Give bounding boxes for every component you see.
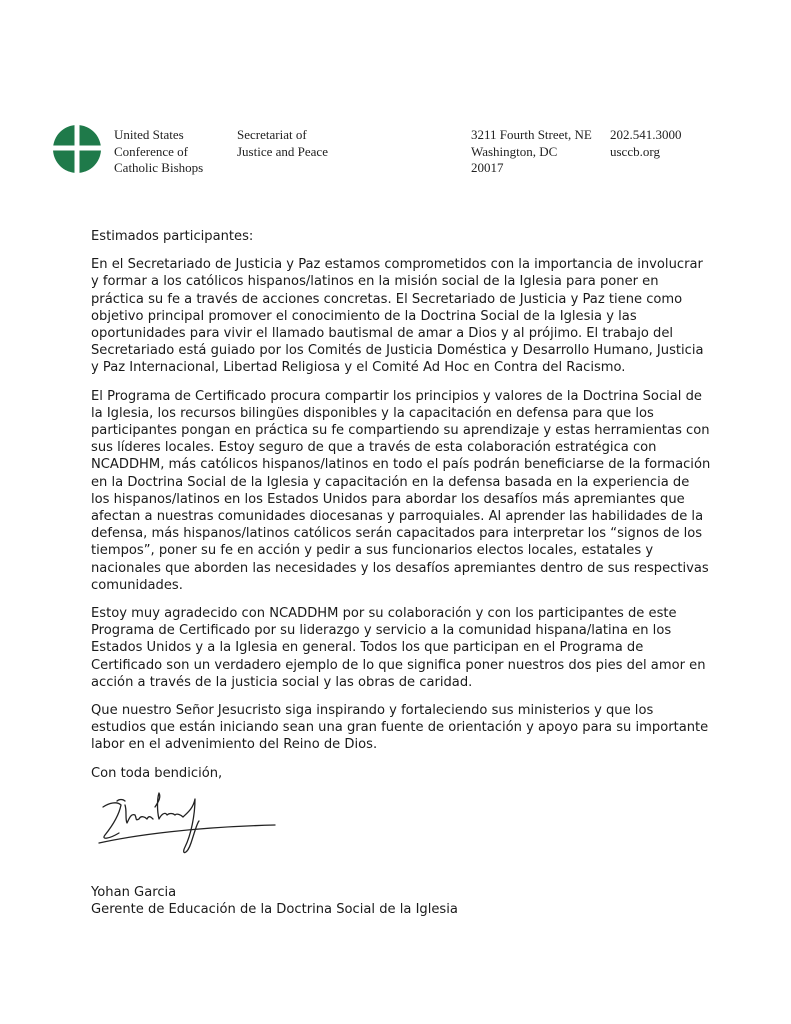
address-line: 3211 Fourth Street, NE [471, 127, 592, 142]
paragraph: En el Secretariado de Justicia y Paz estamos comprometidos con la importancia de involucrar y formar a los católicos hispanos/latinos en la misión social de la Iglesia para poner en práctica su fe a través de acciones concretas. El Secretariado de Justicia y Paz tiene como objetivo principal promover el conocimiento de la Doctrina Social de la Iglesia y las oportunidades para vivir el llamado bautismal de amar a Dios y al prójimo. El trabajo del Secretariado está guiado por los Comités de Justicia Doméstica y Desarrollo Humano, Justicia y Paz Internacional, Libertad Religiosa y el Comité Ad Hoc en Contra del Racismo. [91, 257, 704, 376]
signer-name: Yohan Garcia [91, 885, 177, 900]
organization-line: United States [114, 127, 184, 142]
website: usccb.org [610, 143, 660, 159]
organization-line: Catholic Bishops [114, 160, 204, 175]
signer-title: Gerente de Educación de la Doctrina Social de la Iglesia [91, 902, 458, 918]
usccb-logo-icon [53, 125, 101, 173]
department-line: Justice and Peace [237, 143, 328, 159]
letter-body [91, 228, 711, 793]
greeting: Estimados participantes: [91, 229, 254, 244]
contact-info [610, 127, 682, 160]
closing: Con toda bendición, [91, 765, 223, 781]
phone-number: 202.541.3000 [610, 127, 682, 142]
organization-name [114, 127, 203, 177]
paragraph: El Programa de Certificado procura compartir los principios y valores de la Doctrina Social de la Iglesia, los recursos bilingües disponibles y la capacitación en defensa para que los participantes pongan en práctica su fe compartiendo su aprendizaje y estas herramientas con sus líderes locales. Estoy seguro de que a través de esta colaboración estratégica con NCADDHM, más católicos hispanos/latinos en todo el país podrán beneficiarse de la formación en la Doctrina Social de la Iglesia y capacitación en la defensa basada en la experiencia de los hispanos/latinos en los Estados Unidos para abordar los desafíos más apremiantes que afectan a nuestras comunidades diocesanas y parroquiales. Al aprender las habilidades de la defensa, más hispanos/latinos católicos serán capacitados para interpretar los “signos de los tiempos”, poner su fe en acción y pedir a sus funcionarios electos locales, estatales y nacionales que aborden las necesidades y los desafíos apremiantes dentro de sus respectivas comunidades. [91, 388, 711, 593]
postal-address [471, 127, 592, 177]
department-line: Secretariat of [237, 127, 307, 142]
department-name [237, 127, 328, 160]
address-line: 20017 [471, 160, 504, 175]
paragraph: Estoy muy agradecido con NCADDHM por su colaboración y con los participantes de este Programa de Certificado por su liderazgo y servicio a la comunidad hispana/latina en los Estados Unidos y a la Iglesia en general. Todos los que participan en el Programa de Certificado son un verdadero ejemplo de lo que significa poner nuestros dos pies del amor en acción a través de la justicia social y las obras de caridad. [91, 606, 706, 690]
signer-block [91, 884, 458, 918]
signature-icon [95, 785, 285, 865]
paragraph: Que nuestro Señor Jesucristo siga inspirando y fortaleciendo sus ministerios y que los estudios que están iniciando sean una gran fuente de orientación y apoyo para su importante labor en el advenimiento del Reino de Dios. [91, 703, 709, 753]
organization-line: Conference of [114, 143, 188, 159]
address-line: Washington, DC [471, 143, 558, 159]
